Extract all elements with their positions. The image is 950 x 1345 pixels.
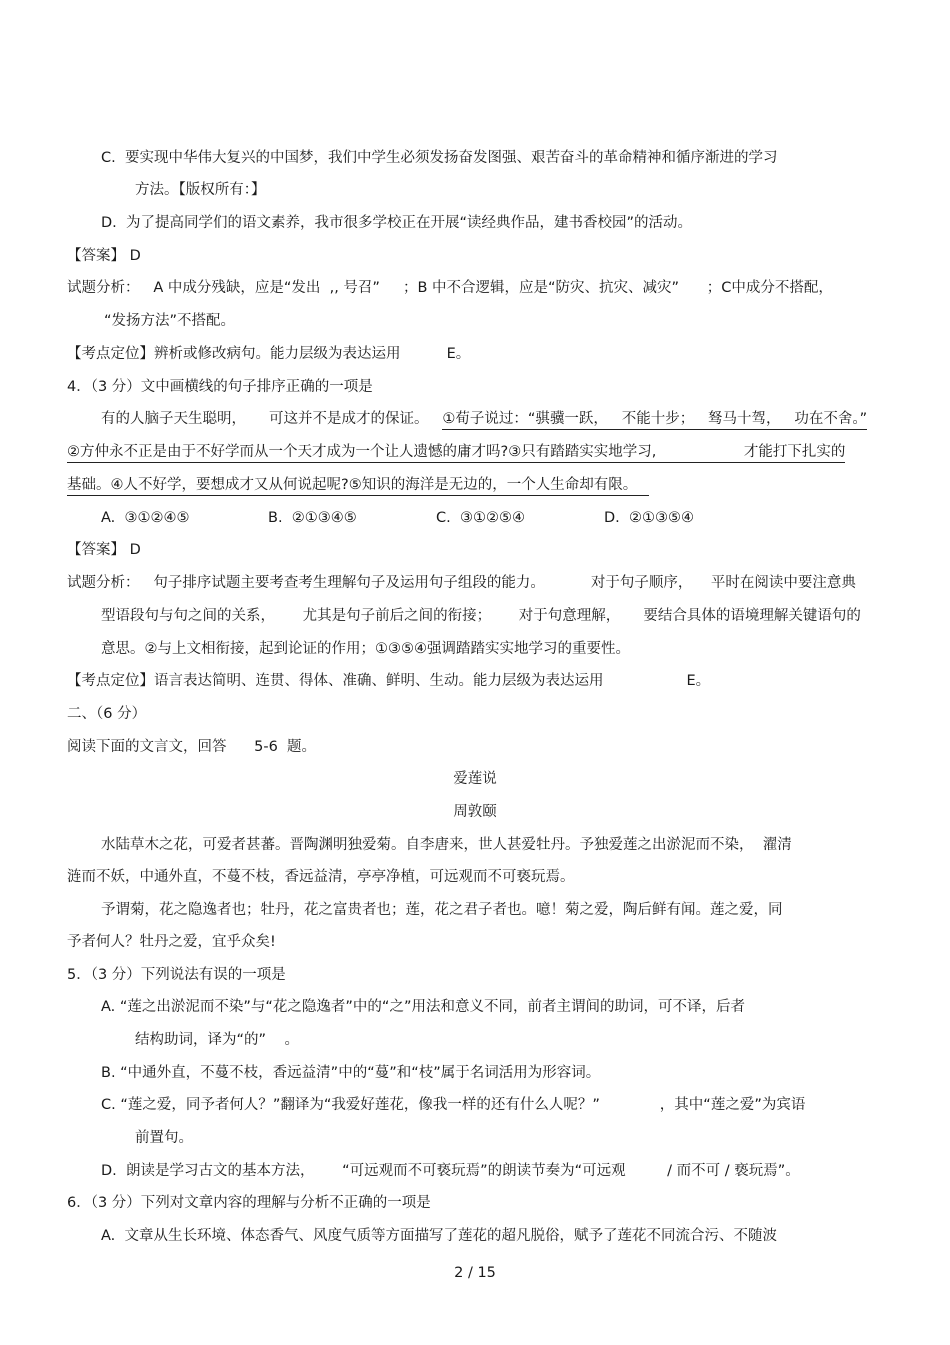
q3-option-d: D. 为了提高同学们的语文素养，我市很多学校正在开展“读经典作品，建书香校园”的活动。	[101, 215, 693, 231]
q4-passage-plain: 有的人脑子天生聪明， 可这并不是成才的保证。	[101, 411, 443, 427]
q4-analysis-line1: 试题分析： 句子排序试题主要考查考生理解句子及运用句子组段的能力。 对于句子顺序， 平时在阅读中要注意典	[67, 575, 856, 591]
q4-title: 4．（3 分）文中画横线的句子排序正确的一项是	[67, 379, 373, 395]
page-number: 2 / 15	[454, 1265, 496, 1281]
q3-option-c-line2: 方法。【版权所有：】	[135, 182, 266, 198]
poem-para1-line1: 水陆草木之花，可爱者甚蕃。晋陶渊明独爱菊。自李唐来，世人甚爱牡丹。予独爱莲之出淤泥而不染， 濯清	[101, 837, 792, 853]
poem-author: 周敦颐	[453, 804, 497, 820]
q5-option-c-line1: C. “莲之爱，同予者何人？”翻译为“我爱好莲花，像我一样的还有什么人呢？” ，其中“莲之爱”为宾语	[101, 1097, 806, 1113]
q4-passage-line2	[67, 442, 845, 462]
q4-kaodian: 【考点定位】语言表达简明、连贯、得体、准确、鲜明、生动。能力层级为表达运用 E。	[67, 673, 711, 689]
q3-answer: 【答案】 D	[67, 248, 141, 264]
q4-answer: 【答案】 D	[67, 542, 141, 558]
q3-analysis-line1: 试题分析： A 中成分残缺，应是“发出 ,, 号召” ；B 中不合逻辑，应是“防灾、抗灾、减灾” ；C中成分不搭配，	[67, 280, 833, 296]
q4-passage-underlined-3: 基础。④人不好学，要想成才又从何说起呢?⑤知识的海洋是无边的，一个人生命却有限。	[67, 477, 649, 496]
poem-title: 爱莲说	[453, 771, 497, 787]
poem-para2-line1: 予谓菊，花之隐逸者也；牡丹，花之富贵者也；莲，花之君子者也。噫！菊之爱，陶后鲜有闻。莲之爱，同	[101, 902, 783, 918]
q4-passage-line3	[67, 475, 649, 495]
q4-option-b: B. ②①③④⑤	[268, 510, 357, 526]
q4-analysis-line3: 意思。②与上文相衔接，起到论证的作用；①③⑤④强调踏踏实实地学习的重要性。	[101, 641, 630, 657]
q4-option-d: D. ②①③⑤④	[604, 510, 694, 526]
section2-heading: 二、（6 分）	[67, 706, 147, 722]
q4-passage-underlined-1: ①荀子说过：“骐骥一跃， 不能十步； 驽马十驾， 功在不舍。”	[442, 411, 867, 430]
q6-title: 6．（3 分）下列对文章内容的理解与分析不正确的一项是	[67, 1195, 431, 1211]
q4-option-c: C. ③①②⑤④	[436, 510, 525, 526]
q3-option-c-line1: C. 要实现中华伟大复兴的中国梦，我们中学生必须发扬奋发图强、艰苦奋斗的革命精神和循序渐进的学习	[101, 150, 778, 166]
q6-option-a-line1: A. 文章从生长环境、体态香气、风度气质等方面描写了莲花的超凡脱俗，赋予了莲花不同流合污、不随波	[101, 1228, 777, 1244]
q5-option-a-line2: 结构助词，译为“的” 。	[135, 1032, 299, 1048]
section2-instruction: 阅读下面的文言文，回答 5-6 题。	[67, 739, 317, 755]
poem-para1-line2: 涟而不妖，中通外直，不蔓不枝，香远益清，亭亭净植，可远观而不可亵玩焉。	[67, 869, 575, 885]
q4-passage-line1	[101, 409, 867, 429]
q5-option-b: B. “中通外直，不蔓不枝，香远益清”中的“蔓”和“枝”属于名词活用为形容词。	[101, 1065, 601, 1081]
poem-para2-line2: 予者何人？牡丹之爱，宜乎众矣!	[67, 934, 276, 950]
q3-analysis-line2: “发扬方法”不搭配。	[104, 313, 236, 329]
q3-kaodian: 【考点定位】辨析或修改病句。能力层级为表达运用 E。	[67, 346, 471, 362]
q5-option-d: D. 朗读是学习古文的基本方法， “可远观而不可亵玩焉”的朗读节奏为“可远观 / 而不可 / 亵玩焉”。	[101, 1163, 800, 1179]
q5-option-c-line2: 前置句。	[135, 1130, 193, 1146]
q4-analysis-line2: 型语段句与句之间的关系， 尤其是句子前后之间的衔接； 对于句意理解， 要结合具体的语境理解关键语句的	[101, 608, 861, 624]
q4-option-a: A. ③①②④⑤	[101, 510, 190, 526]
q5-title: 5．（3 分）下列说法有误的一项是	[67, 967, 286, 983]
q5-option-a-line1: A. “莲之出淤泥而不染”与“花之隐逸者”中的“之”用法和意义不同，前者主谓间的助词，可不译，后者	[101, 999, 745, 1015]
q4-passage-underlined-2: ②方仲永不正是由于不好学而从一个天才成为一个让人遗憾的庸才吗?③只有踏踏实实地学习, 才能打下扎实的	[67, 444, 845, 463]
